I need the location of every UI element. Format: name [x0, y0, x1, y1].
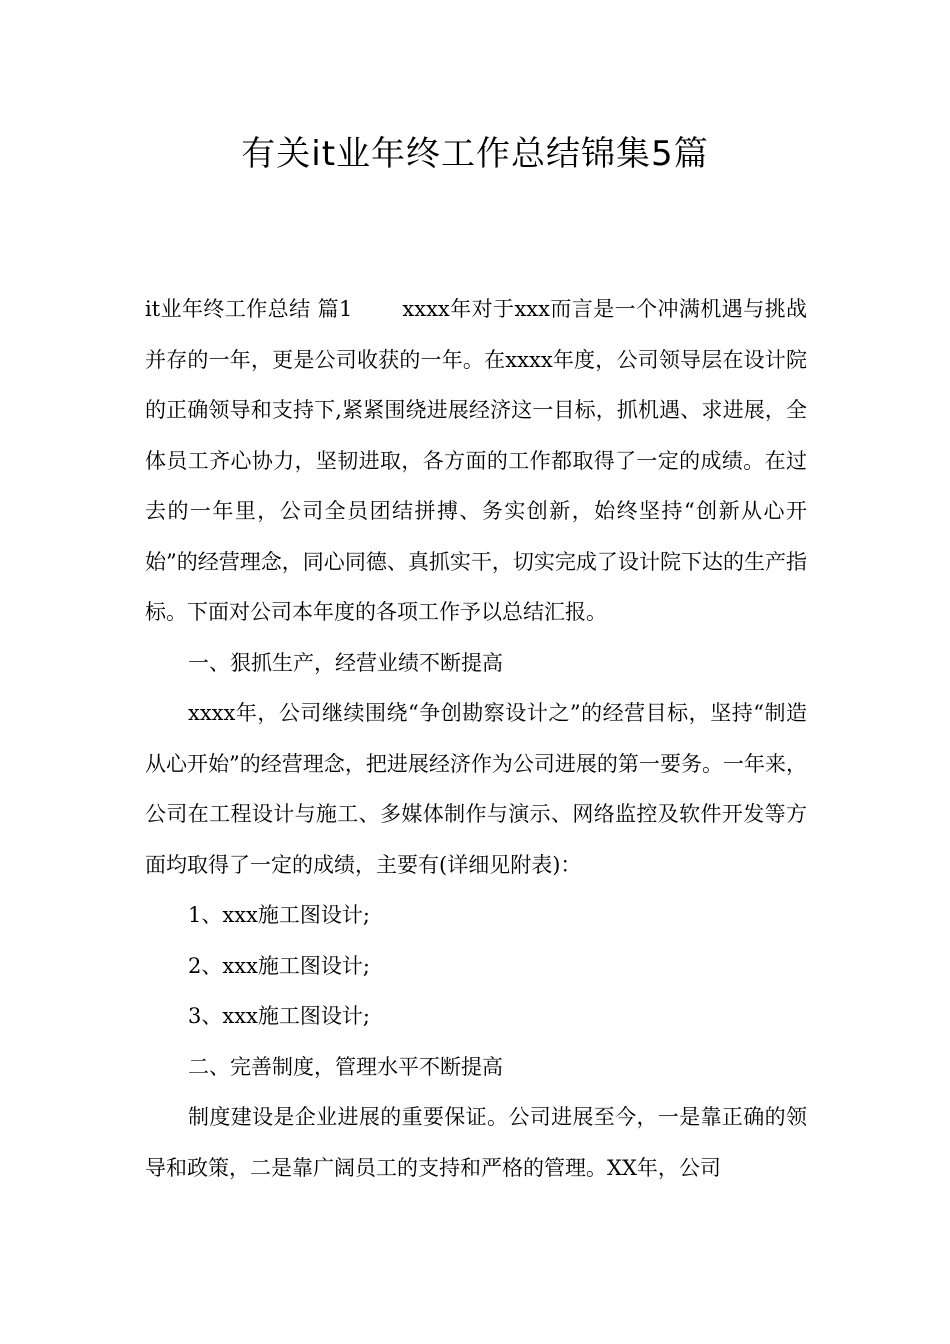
section-heading: 二、完善制度，管理水平不断提高 [188, 1054, 503, 1079]
paragraph-text: xxxx年对于xxx而言是一个冲满机遇与挑战并存的一年，更是公司收获的一年。在xxxx年度，公司领导层在设计院的正确领导和支持下,紧紧围绕进展经济这一目标，抓机遇、求进展，全体员工齐心协力，坚韧进取，各方面的工作都取得了一定的成绩。在过去的一年里，公司全员团结拼搏、务实创新，始终坚持“创新从心开始”的经营理念，同心同德、真抓实干，切实完成了设计院下达的生产指标。下面对公司本年度的各项工作予以总结汇报。 [145, 297, 807, 624]
document-body [145, 284, 807, 1193]
list-item: 2、xxx施工图设计; [188, 953, 370, 978]
list-item: 1、xxx施工图设计; [188, 903, 370, 927]
intro-label: it业年终工作总结 篇1 [145, 297, 353, 321]
list-item: 3、xxx施工图设计; [188, 1004, 370, 1028]
intro-paragraph [145, 284, 807, 638]
section-heading: 一、狠抓生产，经营业绩不断提高 [188, 650, 503, 675]
document-title: 有关it业年终工作总结锦集5篇 [241, 134, 709, 174]
body-paragraph: xxxx年，公司继续围绕“争创勘察设计之”的经营目标，坚持“制造从心开始”的经营理念，把进展经济作为公司进展的第一要务。一年来，公司在工程设计与施工、多媒体制作与演示、网络监控及软件开发等方面均取得了一定的成绩，主要有(详细见附表)： [145, 701, 807, 877]
body-paragraph: 制度建设是企业进展的重要保证。公司进展至今，一是靠正确的领导和政策，二是靠广阔员工的支持和严格的管理。XX年，公司 [145, 1105, 807, 1180]
